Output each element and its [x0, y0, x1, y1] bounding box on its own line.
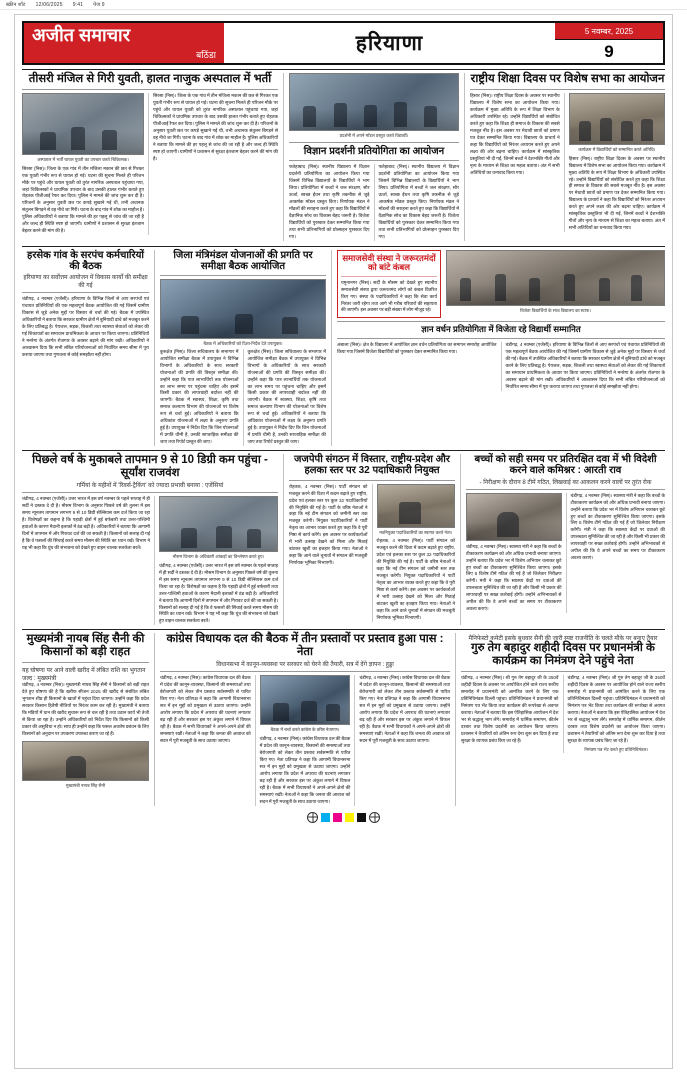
headline: समाजसेवी संस्था ने जरूरतमंदों को बांटे कंबल — [342, 252, 436, 273]
subhead: - निरीक्षण के दौरान 8 टीमें गठित, लिखवाई का आकलन करने वालों पर तुरंत रोक — [479, 479, 652, 486]
body-text-cont: हिसार (निस)। राष्ट्रीय शिक्षा दिवस के अवसर पर स्थानीय विद्यालय में विशेष सभा का आयोजन किया गया। कार्यक्रम में मुख्य अतिथि के रूप में शिक्षा विभाग के अधिकारी उपस्थित रहे। उन्होंने विद्यार्थियों को संबोधित करते हुए कहा कि शिक्षा ही समाज के विकास की सबसे मजबूत नींव है। इस अवसर पर मेधावी छात्रों को प्रमाण पत्र देकर सम्मानित किया गया। विद्यालय के प्राचार्य ने कहा कि विद्यार्थियों को निरंतर अध्ययन करते हुए अपने लक्ष्य की ओर बढ़ना चाहिए। कार्यक्रम में सांस्कृतिक प्रस्तुतियां भी दी गईं, जिनमें बच्चों ने देशभक्ति गीतों और नृत्य के माध्यम से शिक्षा का महत्व बताया। अंत में सभी अतिथियों का धन्यवाद किया गया। — [568, 155, 665, 231]
headline: मुख्यमंत्री नायब सिंह सैनी की किसानों को बड़ी राहत — [26, 633, 145, 659]
body-text: चंडीगढ़, 4 नवम्बर (निस)। मुख्यमंत्री नायब सिंह सैनी ने किसानों को बड़ी राहत देते हुए घोषणा की है कि खरीफ सीजन 2025 की खरीद से संबंधित लंबित भुगतान शीघ्र ही किसानों के खातों में पहुंचा दिया जाएगा। उन्होंने कहा कि प्रदेश सरकार किसान हितैषी नीतियों पर निरंतर काम कर रही है। मुख्यमंत्री ने बताया कि मंडियों में धान की खरीद सुचारू रूप से चल रही है तथा उठान कार्य भी तेजी से किया जा रहा है। उन्होंने अधिकारियों को निर्देश दिए कि किसानों को किसी प्रकार की असुविधा न हो। साथ ही उन्होंने कहा कि फसल अवशेष प्रबंधन के लिए किसानों को अनुदान पर उपकरण उपलब्ध कराए जा रहे हैं। — [22, 682, 149, 736]
article-photo — [289, 73, 459, 131]
article-photo — [260, 675, 351, 725]
body-text-cont: चंडीगढ़, 4 नवम्बर (निस)। श्री गुरु तेग बहादुर जी के 350वें शहीदी दिवस के अवसर पर आयोजित होने वाले राज्य स्तरीय समारोह में प्रधानमंत्री को आमंत्रित करने के लिए एक प्रतिनिधिमंडल दिल्ली पहुंचा। प्रतिनिधिमंडल ने प्रधानमंत्री को निमंत्रण पत्र भेंट किया तथा कार्यक्रम की रूपरेखा से अवगत कराया। नेताओं ने बताया कि इस ऐतिहासिक आयोजन में देश भर से श्रद्धालु भाग लेंगे। समारोह में धार्मिक समागम, कीर्तन दरबार तथा विशेष प्रदर्शनी का आयोजन किया जाएगा। प्रशासन ने तैयारियों को अंतिम रूप देना शुरू कर दिया है तथा सुरक्षा के व्यापक प्रबंध किए जा रहे हैं। — [567, 675, 665, 743]
article-photo — [22, 93, 144, 155]
status-time: 9:41 — [72, 1, 84, 8]
status-app: पेज 9 — [93, 1, 105, 8]
registration-mark-left — [307, 812, 318, 823]
body-text-cont: कुरुक्षेत्र (निस)। जिला सचिवालय के सभागार में आयोजित समीक्षा बैठक में उपायुक्त ने विभिन्न विभागों के अधिकारियों के साथ सरकारी योजनाओं की प्रगति की विस्तृत समीक्षा की। उन्होंने कहा कि पात्र लाभार्थियों तक योजनाओं का लाभ समय पर पहुंचना चाहिए और इसमें किसी प्रकार की लापरवाही बर्दाश्त नहीं की जाएगी। बैठक में स्वास्थ्य, शिक्षा, कृषि तथा समाज कल्याण विभाग की योजनाओं पर विशेष रूप से चर्चा हुई। अधिकारियों ने बताया कि अधिकांश योजनाओं में लक्ष्य के अनुरूप प्रगति हुई है। उपायुक्त ने निर्देश दिए कि जिन योजनाओं में प्रगति धीमी है, उनकी साप्ताहिक समीक्षा की जाए तथा रिपोर्ट प्रस्तुत की जाए। — [247, 348, 326, 445]
body-text: कुरुक्षेत्र (निस)। जिला सचिवालय के सभागार में आयोजित समीक्षा बैठक में उपायुक्त ने विभिन्न विभागों के अधिकारियों के साथ सरकारी योजनाओं की प्रगति की विस्तृत समीक्षा की। उन्होंने कहा कि पात्र लाभार्थियों तक योजनाओं का लाभ समय पर पहुंचना चाहिए और इसमें किसी प्रकार की लापरवाही बर्दाश्त नहीं की जाएगी। बैठक में स्वास्थ्य, शिक्षा, कृषि तथा समाज कल्याण विभाग की योजनाओं पर विशेष रूप से चर्चा हुई। अधिकारियों ने बताया कि अधिकांश योजनाओं में लक्ष्य के अनुरूप प्रगति हुई है। उपायुक्त ने निर्देश दिए कि जिन योजनाओं में प्रगति धीमी है, उनकी साप्ताहिक समीक्षा की जाए तथा रिपोर्ट प्रस्तुत की जाए। — [160, 348, 239, 445]
publication-date: 5 नवम्बर, 2025 — [555, 23, 663, 39]
status-left: स्क्रीन शॉट — [6, 1, 26, 8]
article-photo — [159, 496, 278, 552]
photo-caption: विजेता विद्यार्थियों के साथ विद्यालय का स्टाफ। — [520, 307, 591, 313]
masthead — [22, 21, 665, 65]
photo-caption: बैठक में चर्चा करते कांग्रेस के वरिष्ठ नेतागण। — [270, 727, 340, 733]
highlight-box — [337, 250, 441, 319]
headline-a6: ज्ञान वर्धन प्रतियोगिता में विजेता रहे विद्यार्थी सम्मानित — [421, 324, 581, 335]
page-sheet — [14, 14, 673, 1069]
body-text: फतेहाबाद (निस)। स्थानीय विद्यालय में विज्ञान प्रदर्शनी प्रतियोगिता का आयोजन किया गया जिसमें विभिन्न विद्यालयों के विद्यार्थियों ने भाग लिया। प्रतियोगिता में बच्चों ने जल संरक्षण, सौर ऊर्जा, स्वच्छ ईंधन तथा कृषि तकनीक से जुड़े आकर्षक मॉडल प्रस्तुत किए। निर्णायक मंडल ने मॉडलों की सराहना करते हुए कहा कि विद्यार्थियों में वैज्ञानिक सोच का विकास बेहद जरूरी है। विजेता विद्यार्थियों को पुरस्कार देकर सम्मानित किया गया तथा सभी प्रतिभागियों को प्रोत्साहन पुरस्कार दिए गए। — [289, 163, 370, 239]
body-text-cont: फतेहाबाद (निस)। स्थानीय विद्यालय में विज्ञान प्रदर्शनी प्रतियोगिता का आयोजन किया गया जिसमें विभिन्न विद्यालयों के विद्यार्थियों ने भाग लिया। प्रतियोगिता में बच्चों ने जल संरक्षण, सौर ऊर्जा, स्वच्छ ईंधन तथा कृषि तकनीक से जुड़े आकर्षक मॉडल प्रस्तुत किए। निर्णायक मंडल ने मॉडलों की सराहना करते हुए कहा कि विद्यार्थियों में वैज्ञानिक सोच का विकास बेहद जरूरी है। विजेता विद्यार्थियों को पुरस्कार देकर सम्मानित किया गया तथा सभी प्रतिभागियों को प्रोत्साहन पुरस्कार दिए गए। — [378, 163, 459, 239]
body-text-cont: चंडीगढ़, 4 नवम्बर (निस)। स्वास्थ्य मंत्री ने कहा कि बच्चों के टीकाकरण कार्यक्रम को और अधिक प्रभावी बनाया जाएगा। उन्होंने बताया कि प्रदेश भर में विशेष अभियान चलाकर छूटे हुए बच्चों का टीकाकरण सुनिश्चित किया जाएगा। इसके लिए 8 विशेष टीमें गठित की गई हैं जो जिलेवार निरीक्षण करेंगी। मंत्री ने कहा कि स्वास्थ्य केंद्रों पर दवाओं की उपलब्धता सुनिश्चित की जा रही है और किसी भी प्रकार की लापरवाही पर सख्त कार्रवाई होगी। उन्होंने अभिभावकों से अपील की कि वे अपने बच्चों का समय पर टीकाकरण अवश्य कराएं। — [570, 492, 665, 561]
body-text: अंबाला (निस)। क्षेत्र के विद्यालय में आयोजित ज्ञान वर्धन प्रतियोगिता का समापन समारोह आयोजित किया गया जिसमें विजेता विद्यार्थियों को पुरस्कार देकर सम्मानित किया गया। — [337, 341, 497, 354]
paper-title: अजीत समाचार — [32, 24, 131, 45]
portrait-photo — [22, 741, 149, 781]
lower-band — [22, 454, 665, 625]
headline: जजपेपी संगठन में विस्तार, राष्ट्रीय-प्रदेश और हलका स्तर पर 32 पदाधिकारी नियुक्त — [294, 454, 450, 477]
article-a9 — [289, 454, 455, 625]
article-a7 — [337, 250, 441, 319]
headline: कांग्रेस विधायक दल की बैठक में तीन प्रस्तावों पर प्रस्ताव हुआ पास : नेता — [166, 633, 444, 659]
masthead-brand — [24, 23, 224, 63]
photo-caption: मुख्यमंत्री नायब सिंह सैनी — [65, 782, 106, 788]
yellow-swatch — [345, 813, 354, 822]
subhead: गर्मियां के महीनों में 'रिवर्स-ट्रैकिंग' को ज्यादा प्रभावी बनाया : एजेंसियां — [76, 482, 224, 489]
registration-mark-right — [369, 812, 380, 823]
headline: राष्ट्रीय शिक्षा दिवस पर विशेष सभा का आयोजन — [470, 73, 665, 85]
body-text: चंडीगढ़, 4 नवम्बर (निस)। कांग्रेस विधायक दल की बैठक में प्रदेश की कानून-व्यवस्था, किसानों की समस्याओं तथा बेरोजगारी को लेकर तीन प्रस्ताव सर्वसम्मति से पारित किए गए। नेता प्रतिपक्ष ने कहा कि आगामी विधानसभा सत्र में इन मुद्दों को प्रमुखता से उठाया जाएगा। उन्होंने आरोप लगाया कि प्रदेश में अपराध की घटनाएं लगातार बढ़ रही हैं और सरकार इस पर अंकुश लगाने में विफल रही है। बैठक में सभी विधायकों ने अपने-अपने क्षेत्रों की समस्याएं रखीं। नेताओं ने कहा कि जनता की आवाज को सदन में पूरी मजबूती के साथ उठाया जाएगा। — [160, 675, 251, 743]
body-text: चंडीगढ़, 4 नवम्बर (एजेंसी)। उत्तर भारत में इस वर्ष नवम्बर के पहले सप्ताह में ही सर्दी ने दस्तक दे दी है। मौसम विभाग के अनुसार पिछले वर्ष की तुलना में इस समय न्यूनतम तापमान लगभग 9 से 10 डिग्री सेल्सियस कम दर्ज किया जा रहा है। विशेषज्ञों का कहना है कि पहाड़ी क्षेत्रों में हुई बर्फबारी तथा उत्तर-पश्चिमी हवाओं के कारण मैदानी इलाकों में ठंड बढ़ी है। अधिकारियों ने बताया कि आगामी दिनों में तापमान में और गिरावट दर्ज की जा सकती है। किसानों को सलाह दी गई है कि वे फसलों की सिंचाई करते समय मौसम की स्थिति का ध्यान रखें। विभाग ने यह भी कहा कि धुंध की संभावना को देखते हुए वाहन चालक सतर्कता बरतें। — [22, 495, 150, 550]
headline: बच्चों को सही समय पर प्रतिरक्षित दवा में भी विदेशी करने वाले कमिश्नर : आरती राव — [474, 454, 657, 477]
right-stack — [337, 250, 665, 447]
article-a5 — [160, 250, 326, 447]
black-swatch — [357, 813, 366, 822]
body-text: हिसार (निस)। राष्ट्रीय शिक्षा दिवस के अवसर पर स्थानीय विद्यालय में विशेष सभा का आयोजन किया गया। कार्यक्रम में मुख्य अतिथि के रूप में शिक्षा विभाग के अधिकारी उपस्थित रहे। उन्होंने विद्यार्थियों को संबोधित करते हुए कहा कि शिक्षा ही समाज के विकास की सबसे मजबूत नींव है। इस अवसर पर मेधावी छात्रों को प्रमाण पत्र देकर सम्मानित किया गया। विद्यालय के प्राचार्य ने कहा कि विद्यार्थियों को निरंतर अध्ययन करते हुए अपने लक्ष्य की ओर बढ़ना चाहिए। कार्यक्रम में सांस्कृतिक प्रस्तुतियां भी दी गईं, जिनमें बच्चों ने देशभक्ति गीतों और नृत्य के माध्यम से शिक्षा का महत्व बताया। अंत में सभी अतिथियों का धन्यवाद किया गया। — [470, 92, 560, 175]
article-a11 — [22, 633, 149, 805]
body-text: यमुनानगर (निस)। सर्दी के मौसम को देखते हुए स्थानीय समाजसेवी संस्था द्वारा जरूरतमंद लोगों को कंबल वितरित किए गए। संस्था के पदाधिकारियों ने कहा कि सेवा कार्य निरंतर जारी रहेगा तथा आगे भी गरीब परिवारों की सहायता की जाएगी। इस अवसर पर बड़ी संख्या में लोग मौजूद रहे। — [341, 279, 437, 313]
photo-caption: कार्यक्रम में विद्यार्थियों को सम्मानित करते अतिथि। — [578, 146, 656, 152]
article-a2 — [470, 73, 665, 241]
photo-caption: बैठक में अधिकारियों को दिशा-निर्देश देते उपायुक्त। — [203, 340, 283, 346]
headline: पिछले वर्ष के मुकाबले तापमान 9 से 10 डिग्री कम पहुंचा - सूर्यांश राजवंश — [32, 454, 268, 480]
magenta-swatch — [333, 813, 342, 822]
article-a4 — [22, 250, 149, 447]
masthead-meta — [555, 23, 663, 63]
browser-status-bar — [0, 0, 687, 10]
subhead: विधानसभा में कानून-व्यवस्था पर सरकार को घेरने की तैयारी, सत्र में देंगे ज्ञापन : हुड्डा — [216, 662, 394, 669]
section-title: हरियाणा — [355, 32, 424, 55]
status-date: 12/06/2025 — [35, 1, 63, 8]
body-text-cont: रोहतक, 4 नवम्बर (निस)। पार्टी संगठन को मजबूत करने की दिशा में कदम बढ़ाते हुए राष्ट्रीय, प्रदेश एवं हलका स्तर पर कुल 32 पदाधिकारियों की नियुक्ति की गई है। पार्टी के वरिष्ठ नेताओं ने कहा कि नई टीम संगठन को जमीनी स्तर तक मजबूत करेगी। नियुक्त पदाधिकारियों ने पार्टी नेतृत्व का आभार व्यक्त करते हुए कहा कि वे पूरी निष्ठा से कार्य करेंगे। इस अवसर पर कार्यकर्ताओं में भारी उत्साह देखने को मिला और मिठाई बांटकर खुशी का इजहार किया गया। नेताओं ने कहा कि आने वाले चुनावों में संगठन की मजबूती निर्णायक भूमिका निभाएगी। — [376, 538, 455, 620]
headline: तीसरी मंजिल से गिरी युवती, हालत नाजुक अस्पताल में भर्ती — [28, 73, 272, 85]
photo-caption: प्रदर्शनी में अपने मॉडल प्रस्तुत करते विद्यार्थी। — [339, 133, 409, 138]
bottom-band — [22, 633, 665, 805]
article-a8 — [22, 454, 278, 625]
photo-caption: अस्पताल में भर्ती घायल युवती का उपचार करते चिकित्सक। — [37, 156, 129, 162]
subhead: यह घोषणा पर आने वाली खरीद में लंबित राशि का भुगतान जल्द : मुख्यमंत्री — [22, 668, 146, 683]
body-text: सिरसा (निस)। जिला के एक गांव में तीन मंजिला मकान की छत से गिरकर एक युवती गंभीर रूप से घायल हो गई। घटना की सूचना मिलते ही परिजन मौके पर पहुंचे और घायल युवती को तुरंत नागरिक अस्पताल पहुंचाया गया, जहां चिकित्सकों ने प्राथमिक उपचार के बाद उसकी हालत गंभीर बताते हुए रोहतक पीजीआई रैफर कर दिया। पुलिस ने मामले की जांच शुरू कर दी है। परिजनों के अनुसार युवती छत पर कपड़े सुखाने गई थी, तभी अचानक संतुलन बिगड़ने से वह नीचे जा गिरी। घटना के बाद गांव में शोक का माहौल है। पुलिस अधिकारियों ने बताया कि मामले की हर पहलू से जांच की जा रही है और जल्द ही स्थिति स्पष्ट हो जाएगी। ग्रामीणों ने प्रशासन से सुरक्षा इंतजाम बेहतर करने की मांग की है। — [22, 165, 144, 234]
body-text-cont2: चंडीगढ़, 4 नवम्बर (निस)। कांग्रेस विधायक दल की बैठक में प्रदेश की कानून-व्यवस्था, किसानों की समस्याओं तथा बेरोजगारी को लेकर तीन प्रस्ताव सर्वसम्मति से पारित किए गए। नेता प्रतिपक्ष ने कहा कि आगामी विधानसभा सत्र में इन मुद्दों को प्रमुखता से उठाया जाएगा। उन्होंने आरोप लगाया कि प्रदेश में अपराध की घटनाएं लगातार बढ़ रही हैं और सरकार इस पर अंकुश लगाने में विफल रही है। बैठक में सभी विधायकों ने अपने-अपने क्षेत्रों की समस्याएं रखीं। नेताओं ने कहा कि जनता की आवाज को सदन में पूरी मजबूती के साथ उठाया जाएगा। — [359, 675, 451, 743]
body-text-a4-cont: चंडीगढ़, 4 नवम्बर (एजेंसी)। हरियाणा के विभिन्न जिलों से आए सरपंचों एवं पंचायत प्रतिनिधियों की एक महत्वपूर्ण बैठक आयोजित की गई जिसमें ग्रामीण विकास से जुड़े अनेक मुद्दों पर विस्तार से चर्चा की गई। बैठक में उपस्थित अधिकारियों ने बताया कि सरकार ग्रामीण क्षेत्रों में बुनियादी ढांचे को मजबूत करने के लिए प्रतिबद्ध है। पेयजल, सड़क, बिजली तथा स्वास्थ्य सेवाओं को लेकर की गई शिकायतों का समाधान प्राथमिकता के आधार पर किया जाएगा। प्रतिनिधियों ने मनरेगा के अंतर्गत रोजगार के अवसर बढ़ाने की मांग रखी। अधिकारियों ने आश्वासन दिया कि सभी लंबित परियोजनाओं को निर्धारित समय सीमा में पूरा कराया जाएगा तथा गुणवत्ता से कोई समझौता नहीं होगा। — [505, 341, 665, 389]
article-photo — [377, 484, 456, 528]
page-number: 9 — [555, 39, 663, 63]
article-a10 — [466, 454, 665, 625]
article-a1 — [22, 73, 278, 241]
article-a3 — [289, 73, 459, 241]
article-a12 — [160, 633, 450, 805]
mid-band — [22, 250, 665, 447]
article-a13 — [461, 633, 665, 805]
headline: गुरु तेग बहादुर शहीदी दिवस पर प्रधानमंत्री के कार्यक्रम का निमंत्रण देने पहुंचे नेता — [471, 642, 655, 668]
photo-caption: निमंत्रण पत्र भेंट करते हुए प्रतिनिधिमंडल। — [584, 746, 649, 752]
headline: विज्ञान प्रदर्शनी प्रतियोगिता का आयोजन — [303, 145, 445, 157]
article-a6 — [446, 250, 665, 319]
kicker: मैनिफेस्टो कमेटी इसके बुधवार सैनी की जारी स्पष्ट राजनीति के चलते मौके पर बनाए तैयार — [468, 636, 658, 643]
body-text-cont: चंडीगढ़, 4 नवम्बर (निस)। कांग्रेस विधायक दल की बैठक में प्रदेश की कानून-व्यवस्था, किसानों की समस्याओं तथा बेरोजगारी को लेकर तीन प्रस्ताव सर्वसम्मति से पारित किए गए। नेता प्रतिपक्ष ने कहा कि आगामी विधानसभा सत्र में इन मुद्दों को प्रमुखता से उठाया जाएगा। उन्होंने आरोप लगाया कि प्रदेश में अपराध की घटनाएं लगातार बढ़ रही हैं और सरकार इस पर अंकुश लगाने में विफल रही है। बैठक में सभी विधायकों ने अपने-अपने क्षेत्रों की समस्याएं रखीं। नेताओं ने कहा कि जनता की आवाज को सदन में पूरी मजबूती के साथ उठाया जाएगा। — [259, 735, 351, 804]
subhead: हरियाणा का सर्वोत्तम आयोजन में विकास कार्यों की समीक्षा की गई — [23, 274, 148, 289]
body-text-cont: चंडीगढ़, 4 नवम्बर (एजेंसी)। उत्तर भारत में इस वर्ष नवम्बर के पहले सप्ताह में ही सर्दी ने दस्तक दे दी है। मौसम विभाग के अनुसार पिछले वर्ष की तुलना में इस समय न्यूनतम तापमान लगभग 9 से 10 डिग्री सेल्सियस कम दर्ज किया जा रहा है। विशेषज्ञों का कहना है कि पहाड़ी क्षेत्रों में हुई बर्फबारी तथा उत्तर-पश्चिमी हवाओं के कारण मैदानी इलाकों में ठंड बढ़ी है। अधिकारियों ने बताया कि आगामी दिनों में तापमान में और गिरावट दर्ज की जा सकती है। किसानों को सलाह दी गई है कि वे फसलों की सिंचाई करते समय मौसम की स्थिति का ध्यान रखें। विभाग ने यह भी कहा कि धुंध की संभावना को देखते हुए वाहन चालक सतर्कता बरतें। — [159, 562, 278, 624]
cyan-swatch — [321, 813, 330, 822]
photo-caption: नवनियुक्त पदाधिकारियों का स्वागत करते नेता। — [379, 529, 453, 535]
body-text: चंडीगढ़, 4 नवम्बर (निस)। स्वास्थ्य मंत्री ने कहा कि बच्चों के टीकाकरण कार्यक्रम को और अधिक प्रभावी बनाया जाएगा। उन्होंने बताया कि प्रदेश भर में विशेष अभियान चलाकर छूटे हुए बच्चों का टीकाकरण सुनिश्चित किया जाएगा। इसके लिए 8 विशेष टीमें गठित की गई हैं जो जिलेवार निरीक्षण करेंगी। मंत्री ने कहा कि स्वास्थ्य केंद्रों पर दवाओं की उपलब्धता सुनिश्चित की जा रही है और किसी भी प्रकार की लापरवाही पर सख्त कार्रवाई होगी। उन्होंने अभिभावकों से अपील की कि वे अपने बच्चों का समय पर टीकाकरण अवश्य कराएं। — [466, 543, 562, 612]
headline: हरसेक गांव के सरपंच कर्मचारियों की बैठक — [27, 249, 144, 272]
headline: जिला मंत्रिमंडल योजनाओं की प्रगति पर समीक्षा बैठक आयोजित — [173, 249, 313, 272]
body-text: चंडीगढ़, 4 नवम्बर (एजेंसी)। हरियाणा के विभिन्न जिलों से आए सरपंचों एवं पंचायत प्रतिनिधियों की एक महत्वपूर्ण बैठक आयोजित की गई जिसमें ग्रामीण विकास से जुड़े अनेक मुद्दों पर विस्तार से चर्चा की गई। बैठक में उपस्थित अधिकारियों ने बताया कि सरकार ग्रामीण क्षेत्रों में बुनियादी ढांचे को मजबूत करने के लिए प्रतिबद्ध है। पेयजल, सड़क, बिजली तथा स्वास्थ्य सेवाओं को लेकर की गई शिकायतों का समाधान प्राथमिकता के आधार पर किया जाएगा। प्रतिनिधियों ने मनरेगा के अंतर्गत रोजगार के अवसर बढ़ाने की मांग रखी। अधिकारियों ने आश्वासन दिया कि सभी लंबित परियोजनाओं को निर्धारित समय सीमा में पूरा कराया जाएगा तथा गुणवत्ता से कोई समझौता नहीं होगा। — [22, 295, 149, 357]
top-band — [22, 73, 665, 241]
body-text-cont: सिरसा (निस)। जिला के एक गांव में तीन मंजिला मकान की छत से गिरकर एक युवती गंभीर रूप से घायल हो गई। घटना की सूचना मिलते ही परिजन मौके पर पहुंचे और घायल युवती को तुरंत नागरिक अस्पताल पहुंचाया गया, जहां चिकित्सकों ने प्राथमिक उपचार के बाद उसकी हालत गंभीर बताते हुए रोहतक पीजीआई रैफर कर दिया। पुलिस ने मामले की जांच शुरू कर दी है। परिजनों के अनुसार युवती छत पर कपड़े सुखाने गई थी, तभी अचानक संतुलन बिगड़ने से वह नीचे जा गिरी। घटना के बाद गांव में शोक का माहौल है। पुलिस अधिकारियों ने बताया कि मामले की हर पहलू से जांच की जा रही है और जल्द ही स्थिति स्पष्ट हो जाएगी। ग्रामीणों ने प्रशासन से सुरक्षा इंतजाम बेहतर करने की मांग की है। — [153, 92, 278, 161]
article-photo — [569, 93, 665, 145]
color-registration-strip — [22, 812, 665, 823]
article-photo — [160, 279, 326, 339]
body-text: चंडीगढ़, 4 नवम्बर (निस)। श्री गुरु तेग बहादुर जी के 350वें शहीदी दिवस के अवसर पर आयोजित होने वाले राज्य स्तरीय समारोह में प्रधानमंत्री को आमंत्रित करने के लिए एक प्रतिनिधिमंडल दिल्ली पहुंचा। प्रतिनिधिमंडल ने प्रधानमंत्री को निमंत्रण पत्र भेंट किया तथा कार्यक्रम की रूपरेखा से अवगत कराया। नेताओं ने बताया कि इस ऐतिहासिक आयोजन में देश भर से श्रद्धालु भाग लेंगे। समारोह में धार्मिक समागम, कीर्तन दरबार तथा विशेष प्रदर्शनी का आयोजन किया जाएगा। प्रशासन ने तैयारियों को अंतिम रूप देना शुरू कर दिया है तथा सुरक्षा के व्यापक प्रबंध किए जा रहे हैं। — [461, 675, 559, 743]
paper-edition: बठिंडा — [196, 49, 216, 60]
photo-caption: मौसम विभाग के अधिकारी आंकड़ों का विश्लेषण करते हुए। — [172, 553, 265, 559]
body-text: रोहतक, 4 नवम्बर (निस)। पार्टी संगठन को मजबूत करने की दिशा में कदम बढ़ाते हुए राष्ट्रीय, प्रदेश एवं हलका स्तर पर कुल 32 पदाधिकारियों की नियुक्ति की गई है। पार्टी के वरिष्ठ नेताओं ने कहा कि नई टीम संगठन को जमीनी स्तर तक मजबूत करेगी। नियुक्त पदाधिकारियों ने पार्टी नेतृत्व का आभार व्यक्त करते हुए कहा कि वे पूरी निष्ठा से कार्य करेंगे। इस अवसर पर कार्यकर्ताओं में भारी उत्साह देखने को मिला और मिठाई बांटकर खुशी का इजहार किया गया। नेताओं ने कहा कि आने वाले चुनावों में संगठन की मजबूती निर्णायक भूमिका निभाएगी। — [289, 483, 368, 566]
portrait-photo — [466, 493, 562, 541]
article-photo — [446, 250, 665, 306]
